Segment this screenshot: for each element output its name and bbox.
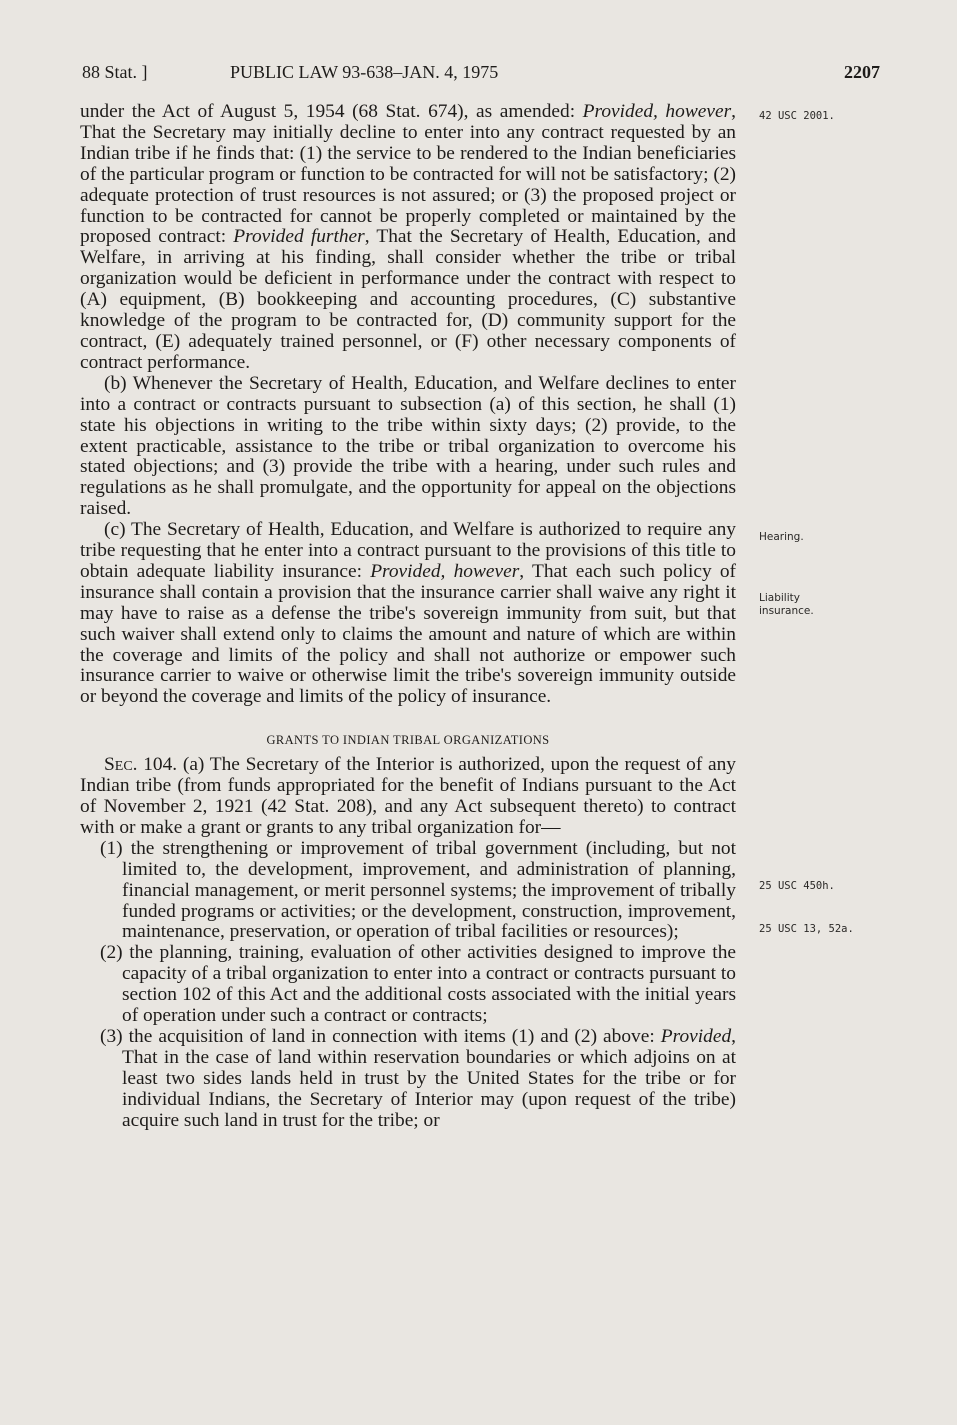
statute-volume: 88 Stat. ]: [82, 62, 148, 82]
section-heading: GRANTS TO INDIAN TRIBAL ORGANIZATIONS: [266, 733, 550, 748]
page-number: 2207: [844, 62, 880, 82]
list-item-2: (2) the planning, training, evaluation of other activities designed to improve the capacity of a tribal organization to enter into a contract or contracts pursuant to section 102 of this Act and the additional costs associated with the initial years of operation under such a contract or contracts;: [100, 942, 736, 1027]
list-item-3: (3) the acquisition of land in connection with items (1) and (2) above: Provided, That in the case of land within reservation boundaries or which adjoins on at least two sides lands held in trust by the United States for the tribe or for individual Indians, the Secretary of Interior may (upon request of the tribe) acquire such land in trust for the tribe; or: [100, 1025, 736, 1131]
section-label: Sec. 104.: [104, 754, 178, 776]
section-104: Sec. 104. (a) The Secretary of the Interior is authorized, upon the request of any Indian tribe (from funds appropriated for the benefit of Indians pursuant to the Act of November 2, 1921 (42 Stat. 208), and any Act subsequent thereto) to contract with or make a grant or grants to any tribal organization for—: [80, 754, 736, 838]
body-text: [80, 102, 736, 1132]
margin-note-42-usc-2001: 42 USC 2001.: [759, 110, 835, 122]
margin-note-25-usc-450h: 25 USC 450h.: [759, 880, 835, 892]
margin-note-hearing: Hearing.: [759, 531, 804, 543]
margin-note-liability-insurance: Liability insurance.: [759, 592, 814, 617]
paragraph-b: (b) Whenever the Secretary of Health, Education, and Welfare declines to enter into a contract or contracts pursuant to subsection (a) of this section, he shall (1) state his objections in writing to the tribe within sixty days; (2) provide, to the extent practicable, assistance to the tribe or tribal organization to overcome his stated objections; and (3) provide the tribe with a hearing, under such rules and regulations as he shall promulgate, and the opportunity for appeal on the objections raised.: [80, 372, 736, 520]
list-item-1: (1) the strengthening or improvement of tribal government (including, but not limited to, the development, improvement, and administration of planning, financial management, or merit personnel systems; the improvement of tribally funded programs or activities; or the development, construction, improvement, maintenance, preservation, or operation of tribal facilities or resources);: [100, 837, 736, 943]
page-header: [82, 62, 880, 88]
margin-note-25-usc-13-52a: 25 USC 13, 52a.: [759, 923, 854, 935]
paragraph-c: (c) The Secretary of Health, Education, and Welfare is authorized to require any tribe requesting that he enter into a contract pursuant to the provisions of this title to obtain adequate liability insurance: Provided, however, That each such policy of insurance shall contain a provision that the insurance carrier shall waive any right it may have to raise as a defense the tribe's sovereign immunity from suit, but that such waiver shall extend only to claims the amount and nature of which are within the coverage and limits of the policy and shall not authorize or empower such insurance carrier to waive or otherwise limit the tribe's sovereign immunity outside or beyond the coverage and limits of the policy of insurance.: [80, 519, 737, 708]
paragraph-a-continued: under the Act of August 5, 1954 (68 Stat. 674), as amended: Provided, however, That the Secretary may initially decline to enter into any contract requested by an Indian tribe if he finds that: (1) the service to be rendered to the Indian beneficiaries of the particular program or function to be contracted for will not be satisfactory; (2) adequate protection of trust resources is not assured; or (3) the proposed project or function to be contracted for cannot be properly completed or maintained by the proposed contract: Provided further, That the Secretary of Health, Education, and Welfare, in arriving at his finding, shall consider whether the tribe or tribal organization would be deficient in performance under the contract with respect to (A) equipment, (B) bookkeeping and accounting procedures, (C) substantive knowledge of the program to be contracted for, (D) community support for the contract, (E) adequately trained personnel, or (F) other necessary components of contract performance.: [80, 101, 736, 373]
law-title: PUBLIC LAW 93-638–JAN. 4, 1975: [230, 62, 499, 82]
